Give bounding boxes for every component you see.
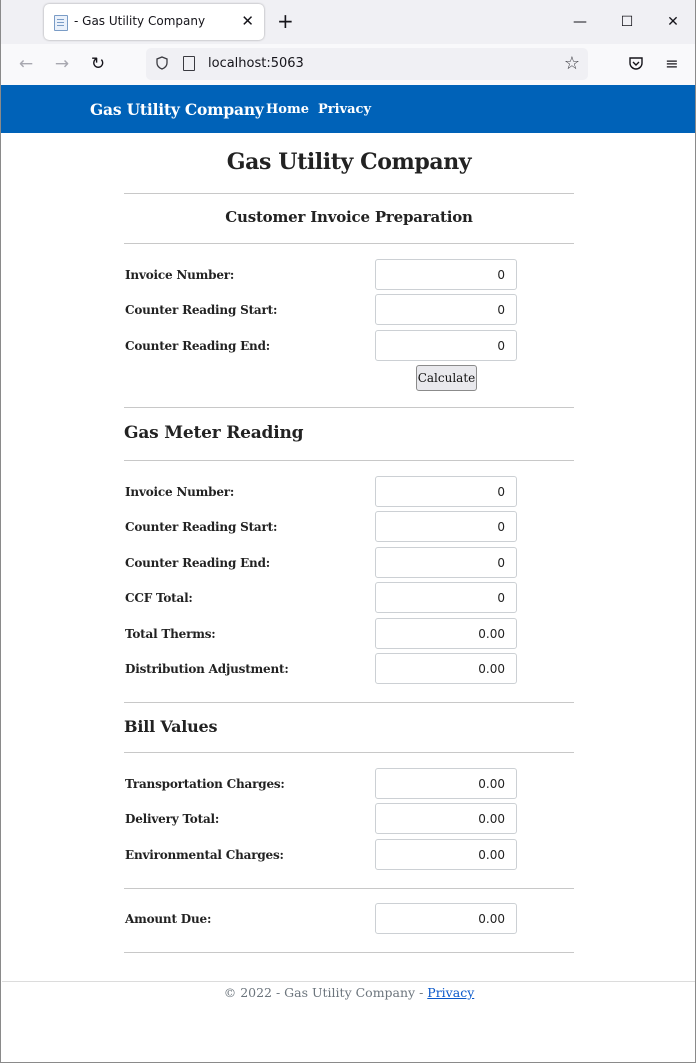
page-title: Gas Utility Company — [226, 149, 472, 175]
distribution-adjustment-label: Distribution Adjustment: — [125, 662, 289, 676]
browser-tab[interactable] — [44, 4, 264, 40]
bookmark-star-icon[interactable]: ☆ — [563, 53, 580, 74]
bill-values-title: Bill Values — [124, 717, 218, 736]
total-therms-label: Total Therms: — [125, 627, 216, 641]
counter-end-label: Counter Reading End: — [125, 339, 270, 353]
page-subtitle: Customer Invoice Preparation — [225, 208, 473, 226]
divider — [124, 702, 574, 703]
divider — [124, 407, 574, 408]
page-footer — [1, 985, 696, 1000]
counter-start-input[interactable] — [375, 294, 517, 325]
transportation-charges-input[interactable] — [375, 768, 517, 799]
meter-counter-end-input[interactable] — [375, 547, 517, 578]
environmental-charges-input[interactable] — [375, 839, 517, 870]
divider — [124, 243, 574, 244]
divider — [124, 193, 574, 194]
tab-close-icon[interactable]: ✕ — [241, 12, 254, 30]
nav-home-link[interactable]: Home — [266, 102, 309, 117]
meter-counter-start-input[interactable] — [375, 511, 517, 542]
invoice-number-input[interactable] — [375, 259, 517, 290]
environmental-charges-label: Environmental Charges: — [125, 848, 284, 862]
back-arrow-icon[interactable]: ← — [18, 54, 34, 74]
invoice-number-label: Invoice Number: — [125, 268, 235, 282]
meter-invoice-number-input[interactable] — [375, 476, 517, 507]
menu-icon[interactable]: ≡ — [665, 54, 679, 73]
navbar-brand[interactable]: Gas Utility Company — [90, 100, 264, 119]
total-therms-input[interactable] — [375, 618, 517, 649]
maximize-icon[interactable]: ☐ — [620, 14, 634, 30]
tab-title: - Gas Utility Company — [74, 14, 206, 28]
tab-strip — [1, 0, 696, 44]
shield-icon — [156, 56, 168, 70]
meter-invoice-number-label: Invoice Number: — [125, 485, 235, 499]
footer-divider — [2, 981, 696, 982]
site-navbar — [1, 85, 696, 133]
new-tab-icon[interactable]: + — [277, 9, 294, 33]
meter-reading-title: Gas Meter Reading — [124, 423, 304, 443]
reload-icon[interactable]: ↻ — [90, 54, 106, 74]
address-bar[interactable] — [146, 48, 588, 80]
meter-counter-end-label: Counter Reading End: — [125, 556, 270, 570]
calculate-button[interactable]: Calculate — [416, 365, 477, 391]
minimize-icon[interactable]: — — [573, 14, 587, 30]
forward-arrow-icon[interactable]: → — [54, 54, 70, 74]
meter-counter-start-label: Counter Reading Start: — [125, 520, 278, 534]
window-close-icon[interactable]: ✕ — [667, 14, 679, 30]
page-icon — [183, 56, 195, 71]
counter-end-input[interactable] — [375, 330, 517, 361]
amount-due-input[interactable] — [375, 903, 517, 934]
divider — [124, 752, 574, 753]
nav-privacy-link[interactable]: Privacy — [318, 102, 372, 117]
counter-start-label: Counter Reading Start: — [125, 303, 278, 317]
footer-privacy-link[interactable]: Privacy — [427, 985, 475, 1000]
delivery-total-label: Delivery Total: — [125, 812, 220, 826]
ccf-total-input[interactable] — [375, 582, 517, 613]
url-text[interactable]: localhost:5063 — [208, 56, 304, 71]
amount-due-label: Amount Due: — [125, 912, 212, 926]
page-favicon-icon — [54, 15, 68, 31]
transportation-charges-label: Transportation Charges: — [125, 777, 285, 791]
divider — [124, 952, 574, 953]
ccf-total-label: CCF Total: — [125, 591, 193, 605]
footer-text: © 2022 - Gas Utility Company - — [223, 985, 428, 1000]
divider — [124, 888, 574, 889]
nav-toolbar — [1, 44, 696, 86]
pocket-icon[interactable] — [624, 52, 648, 76]
divider — [124, 460, 574, 461]
distribution-adjustment-input[interactable] — [375, 653, 517, 684]
delivery-total-input[interactable] — [375, 803, 517, 834]
